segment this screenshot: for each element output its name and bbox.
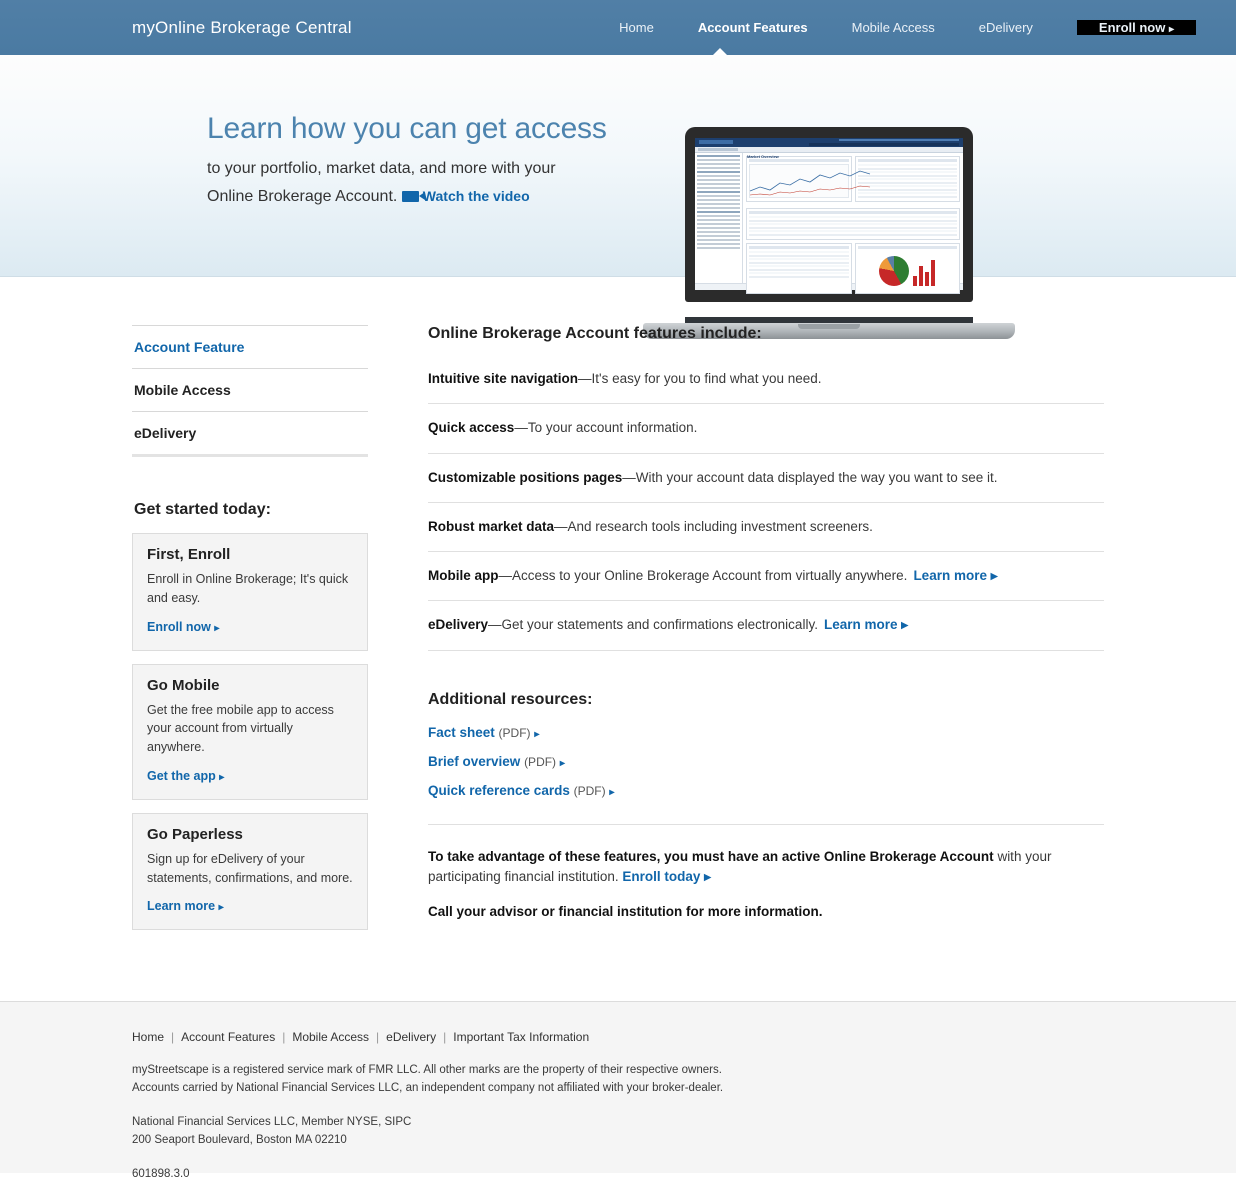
mock-chart-card	[746, 156, 852, 202]
feature-term: Customizable positions pages	[428, 469, 623, 485]
header-enroll-label: Enroll now	[1098, 20, 1169, 35]
mock-page-title: Market Overview	[747, 154, 779, 159]
hero-subtitle-line1: to your portfolio, market data, and more with your	[207, 160, 556, 177]
promo-title: Go Paperless	[147, 825, 243, 843]
footer-separator: |	[376, 1030, 380, 1045]
promo-card-enroll	[132, 533, 368, 651]
promo-body: Sign up for eDelivery of your statements, confirmations, and more.	[147, 851, 353, 885]
hero-subtitle-line2: Online Brokerage Account.	[207, 188, 398, 205]
promo-title: Go Mobile	[147, 676, 220, 694]
promo-title: First, Enroll	[147, 546, 231, 563]
site-header	[0, 0, 1236, 55]
resource-link-fact-sheet[interactable]	[428, 725, 1104, 740]
footer-nav	[132, 1030, 1104, 1044]
resources-heading: Additional resources:	[428, 690, 593, 708]
brand-title: myOnline Brokerage Central	[132, 17, 352, 37]
footer-link-mobile-access[interactable]: Mobile Access	[292, 1030, 370, 1045]
laptop-screen	[695, 138, 963, 290]
promo-cta-label: Learn more	[147, 899, 216, 914]
footer-separator: |	[171, 1030, 175, 1045]
feature-term: Mobile app	[428, 568, 499, 583]
sidebar-item-edelivery[interactable]: eDelivery	[132, 411, 368, 454]
feature-term: Robust market data	[428, 518, 555, 534]
promo-cta-get-the-app[interactable]	[147, 769, 224, 783]
promo-cta-learn-more[interactable]	[147, 899, 224, 913]
footer-separator: |	[282, 1030, 286, 1045]
sidebar	[132, 325, 368, 943]
footer-legal	[132, 1062, 1104, 1098]
footer-link-important-tax-information[interactable]: Important Tax Information	[453, 1030, 590, 1045]
enroll-today-link[interactable]: Enroll today ▸	[622, 869, 711, 885]
sidebar-item-mobile-access[interactable]: Mobile Access	[132, 368, 368, 411]
hero-title: Learn how you can get access	[207, 112, 607, 145]
resource-type: (PDF)	[524, 754, 557, 769]
feature-term: Intuitive site navigation	[428, 371, 579, 386]
chevron-right-icon: ▸	[1168, 24, 1174, 35]
laptop-lid	[685, 127, 973, 302]
hero-copy	[207, 112, 677, 211]
promo-body: Get the free mobile app to access your account from virtually anywhere.	[147, 702, 334, 754]
footer-link-account-features[interactable]: Account Features	[181, 1030, 276, 1045]
mock-table-card	[746, 208, 960, 240]
chevron-right-icon: ▸	[218, 902, 224, 914]
mock-sidebar	[695, 153, 743, 283]
mock-subnav	[695, 147, 963, 153]
feature-row	[428, 403, 1104, 452]
footer-legal-line1: myStreetscape is a registered service mark of FMR LLC. All other marks are the property of their respective owners.	[132, 1064, 722, 1077]
resource-link-quick-reference-cards[interactable]	[428, 783, 1104, 798]
footer-address-line1: National Financial Services LLC, Member NYSE, SIPC	[132, 1115, 412, 1128]
primary-nav	[597, 20, 1196, 35]
footer-address-line2: 200 Seaport Boulevard, Boston MA 02210	[132, 1133, 347, 1146]
chevron-right-icon: ▸	[219, 771, 225, 783]
footer-link-edelivery[interactable]: eDelivery	[386, 1030, 437, 1045]
promo-body: Enroll in Online Brokerage; It's quick and easy.	[147, 572, 349, 605]
feature-link-mobile-app-learn-more[interactable]: Learn more ▸	[913, 568, 998, 583]
feature-desc: —To your account information.	[514, 420, 698, 436]
sidebar-subnav	[132, 325, 368, 457]
footer-separator: |	[443, 1030, 447, 1045]
feature-term: eDelivery	[428, 617, 489, 633]
sidebar-item-account-feature[interactable]: Account Feature	[134, 339, 245, 355]
closing-section	[428, 824, 1104, 920]
mock-quote-card	[855, 156, 961, 202]
chevron-right-icon: ▸	[534, 728, 540, 740]
resource-type: (PDF)	[498, 725, 531, 740]
resource-label: Fact sheet	[428, 724, 495, 740]
feature-desc: —Access to your Online Brokerage Account from virtually anywhere.	[498, 568, 908, 583]
hero-banner	[0, 55, 1236, 277]
feature-row	[428, 551, 1104, 600]
footer-document-id: 601898.3.0	[132, 1167, 190, 1180]
closing-bold: you must have an active Online Brokerage Account	[660, 848, 994, 864]
main-content	[0, 277, 1236, 943]
feature-term: Quick access	[428, 420, 515, 436]
nav-item-home[interactable]: Home	[619, 20, 654, 35]
resource-type: (PDF)	[573, 783, 606, 798]
get-started-heading: Get started today:	[134, 501, 271, 518]
feature-desc: —It's easy for you to find what you need.	[578, 371, 822, 386]
dashboard-mock	[695, 138, 963, 290]
feature-row	[428, 453, 1104, 502]
resource-link-brief-overview[interactable]	[428, 754, 1104, 769]
mock-body	[695, 153, 963, 283]
closing-secondary: Call your advisor or financial institution for more information.	[428, 904, 823, 920]
feature-row	[428, 502, 1104, 551]
feature-desc: —Get your statements and confirmations electronically.	[488, 617, 818, 633]
feature-link-edelivery-learn-more[interactable]: Learn more ▸	[823, 617, 909, 633]
footer-link-home[interactable]: Home	[132, 1030, 165, 1045]
feature-row	[428, 600, 1104, 649]
resource-label: Brief overview	[428, 753, 521, 769]
promo-card-go-paperless	[132, 813, 368, 931]
closing-tail: with your participating financial institution.	[428, 848, 1052, 885]
promo-cta-label: Get the app	[147, 768, 216, 783]
feature-row	[428, 369, 1104, 403]
video-camera-icon	[402, 191, 419, 202]
footer-address	[132, 1114, 1104, 1150]
watch-the-video-link[interactable]: Watch the video	[422, 188, 530, 204]
site-footer	[0, 1001, 1236, 1180]
mock-main	[743, 153, 963, 283]
closing-paragraph	[428, 847, 1104, 889]
nav-item-edelivery[interactable]: eDelivery	[978, 20, 1033, 35]
feature-desc: —With your account data displayed the way you want to see it.	[622, 469, 998, 485]
footer-legal-line2: Accounts carried by National Financial Services LLC, an independent company not affiliated with your broker-dealer.	[132, 1082, 724, 1095]
closing-lead: To take advantage of these features,	[428, 848, 661, 864]
nav-item-account-features[interactable]: Account Features	[697, 20, 808, 35]
features-heading: Online Brokerage Account features include:	[428, 325, 762, 342]
promo-card-go-mobile	[132, 664, 368, 800]
chevron-right-icon: ▸	[214, 622, 220, 634]
feature-desc: —And research tools including investment screeners.	[554, 518, 873, 534]
promo-cta-enroll-now[interactable]	[147, 620, 219, 634]
resources-list	[428, 725, 1104, 798]
mock-app-header	[695, 138, 963, 147]
features-panel	[368, 325, 1104, 943]
chevron-right-icon: ▸	[609, 786, 615, 798]
hero-subtitle	[207, 155, 677, 211]
resource-label: Quick reference cards	[428, 782, 570, 798]
nav-item-mobile-access[interactable]: Mobile Access	[851, 20, 935, 35]
chevron-right-icon: ▸	[559, 757, 565, 769]
features-list	[428, 369, 1104, 651]
promo-cta-label: Enroll now	[147, 619, 211, 634]
header-enroll-now-button[interactable]	[1077, 20, 1196, 35]
